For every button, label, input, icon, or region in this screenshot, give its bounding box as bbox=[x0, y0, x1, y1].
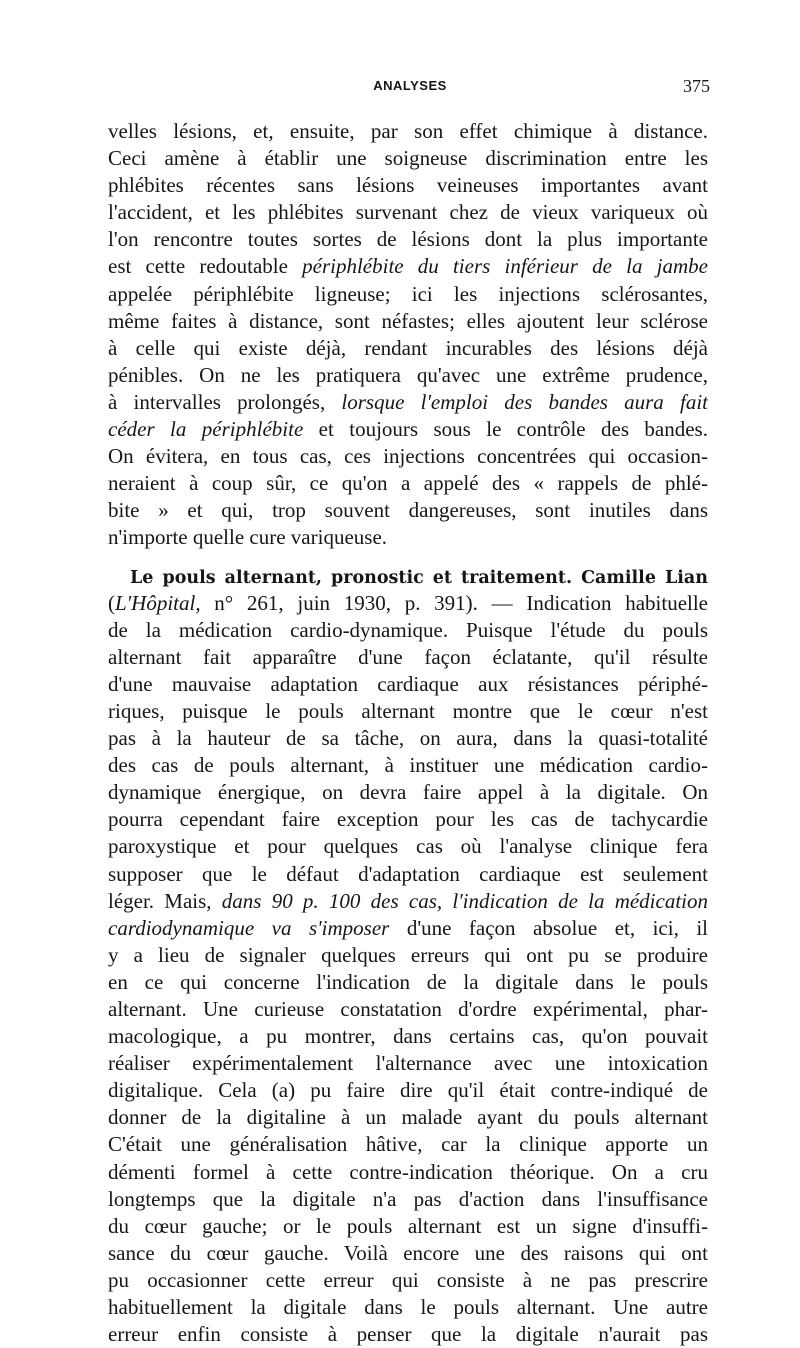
italic-span: cardiodynamique va s'imposer bbox=[108, 916, 389, 940]
running-header bbox=[110, 78, 710, 100]
running-title: ANALYSES bbox=[110, 78, 710, 93]
text-line: habituellement la digitale dans le pouls alternant. Une autre bbox=[108, 1294, 708, 1321]
paragraph-varicose-injections bbox=[108, 118, 708, 552]
text-line: pu occasionner cette erreur qui consiste à ne pas prescrire bbox=[108, 1267, 708, 1294]
text-line bbox=[108, 389, 708, 416]
text-line: réaliser expérimentalement l'alternance avec une intoxication bbox=[108, 1050, 708, 1077]
text-line: digitalique. Cela (a) pu faire dire qu'il était contre-indiqué de bbox=[108, 1077, 708, 1104]
body-text bbox=[108, 118, 708, 1348]
text-line: C'était une généralisation hâtive, car la clinique apporte un bbox=[108, 1131, 708, 1158]
text-line bbox=[108, 888, 708, 915]
text-span: et toujours sous le contrôle des bandes. bbox=[303, 417, 708, 441]
text-line: pas à la hauteur de sa tâche, on aura, dans la quasi-totalité bbox=[108, 725, 708, 752]
article-heading: Le pouls alternant, pronostic et traitement. Camille Lian bbox=[130, 568, 708, 588]
text-line: bite » et qui, trop souvent dangereuses, sont inutiles dans bbox=[108, 497, 708, 524]
text-span: est cette redoutable bbox=[108, 254, 302, 278]
italic-span: lorsque l'emploi des bandes aura fait bbox=[341, 390, 708, 414]
text-line: de la médication cardio-dynamique. Puisque l'étude du pouls bbox=[108, 617, 708, 644]
text-line: velles lésions, et, ensuite, par son effet chimique à distance. bbox=[108, 118, 708, 145]
text-span: d'une façon absolue et, ici, il bbox=[389, 916, 708, 940]
citation-source: L'Hôpital, bbox=[115, 591, 201, 615]
text-line: longtemps que la digitale n'a pas d'action dans l'insuffisance bbox=[108, 1186, 708, 1213]
text-line bbox=[108, 416, 708, 443]
text-line: sance du cœur gauche. Voilà encore une des raisons qui ont bbox=[108, 1240, 708, 1267]
text-span: léger. Mais, bbox=[108, 889, 222, 913]
text-line: alternant. Une curieuse constatation d'ordre expérimental, phar- bbox=[108, 996, 708, 1023]
text-line: y a lieu de signaler quelques erreurs qui ont pu se produire bbox=[108, 942, 708, 969]
text-line: neraient à coup sûr, ce qu'on a appelé des « rappels de phlé- bbox=[108, 470, 708, 497]
italic-span: céder la périphlébite bbox=[108, 417, 303, 441]
text-line: d'une mauvaise adaptation cardiaque aux résistances périphé- bbox=[108, 671, 708, 698]
text-span: à intervalles prolongés, bbox=[108, 390, 341, 414]
citation-open-paren: ( bbox=[108, 591, 115, 615]
text-line bbox=[108, 253, 708, 280]
text-line: l'on rencontre toutes sortes de lésions dont la plus importante bbox=[108, 226, 708, 253]
text-line: appelée périphlébite ligneuse; ici les injections sclérosantes, bbox=[108, 281, 708, 308]
text-line: des cas de pouls alternant, à instituer une médication cardio- bbox=[108, 752, 708, 779]
text-line bbox=[108, 915, 708, 942]
text-line: paroxystique et pour quelques cas où l'analyse clinique fera bbox=[108, 833, 708, 860]
text-line: en ce qui concerne l'indication de la digitale dans le pouls bbox=[108, 969, 708, 996]
text-line: dynamique énergique, on devra faire appel à la digitale. On bbox=[108, 779, 708, 806]
text-line: phlébites récentes sans lésions veineuses importantes avant bbox=[108, 172, 708, 199]
article-pouls-alternant bbox=[108, 563, 708, 1348]
text-line: riques, puisque le pouls alternant montre que le cœur n'est bbox=[108, 698, 708, 725]
article-heading-line bbox=[108, 563, 708, 590]
citation-details: n° 261, juin 1930, p. 391). — Indication habituelle bbox=[201, 591, 708, 615]
text-line: supposer que le défaut d'adaptation cardiaque est seulement bbox=[108, 861, 708, 888]
paragraph-gap bbox=[108, 552, 708, 563]
text-line: pénibles. On ne les pratiquera qu'avec une extrême prudence, bbox=[108, 362, 708, 389]
text-line: macologique, a pu montrer, dans certains cas, qu'on pouvait bbox=[108, 1023, 708, 1050]
text-line: alternant fait apparaître d'une façon éclatante, qu'il résulte bbox=[108, 644, 708, 671]
italic-span: périphlébite du tiers inférieur de la jambe bbox=[302, 254, 708, 278]
text-line: pourra cependant faire exception pour les cas de tachycardie bbox=[108, 806, 708, 833]
text-line: donner de la digitaline à un malade ayant du pouls alternant bbox=[108, 1104, 708, 1131]
text-line: démenti formel à cette contre-indication théorique. On a cru bbox=[108, 1159, 708, 1186]
page-number: 375 bbox=[683, 76, 710, 97]
text-line: du cœur gauche; or le pouls alternant est un signe d'insuffi- bbox=[108, 1213, 708, 1240]
text-line: n'importe quelle cure variqueuse. bbox=[108, 524, 708, 551]
italic-span: dans 90 p. 100 des cas, l'indication de la médication bbox=[222, 889, 708, 913]
text-line: Ceci amène à établir une soigneuse discrimination entre les bbox=[108, 145, 708, 172]
text-line: erreur enfin consiste à penser que la digitale n'aurait pas bbox=[108, 1321, 708, 1348]
article-citation-line bbox=[108, 590, 708, 617]
text-line: même faites à distance, sont néfastes; elles ajoutent leur sclérose bbox=[108, 308, 708, 335]
text-line: l'accident, et les phlébites survenant chez de vieux variqueux où bbox=[108, 199, 708, 226]
text-line: à celle qui existe déjà, rendant incurables des lésions déjà bbox=[108, 335, 708, 362]
text-line: On évitera, en tous cas, ces injections concentrées qui occasion- bbox=[108, 443, 708, 470]
